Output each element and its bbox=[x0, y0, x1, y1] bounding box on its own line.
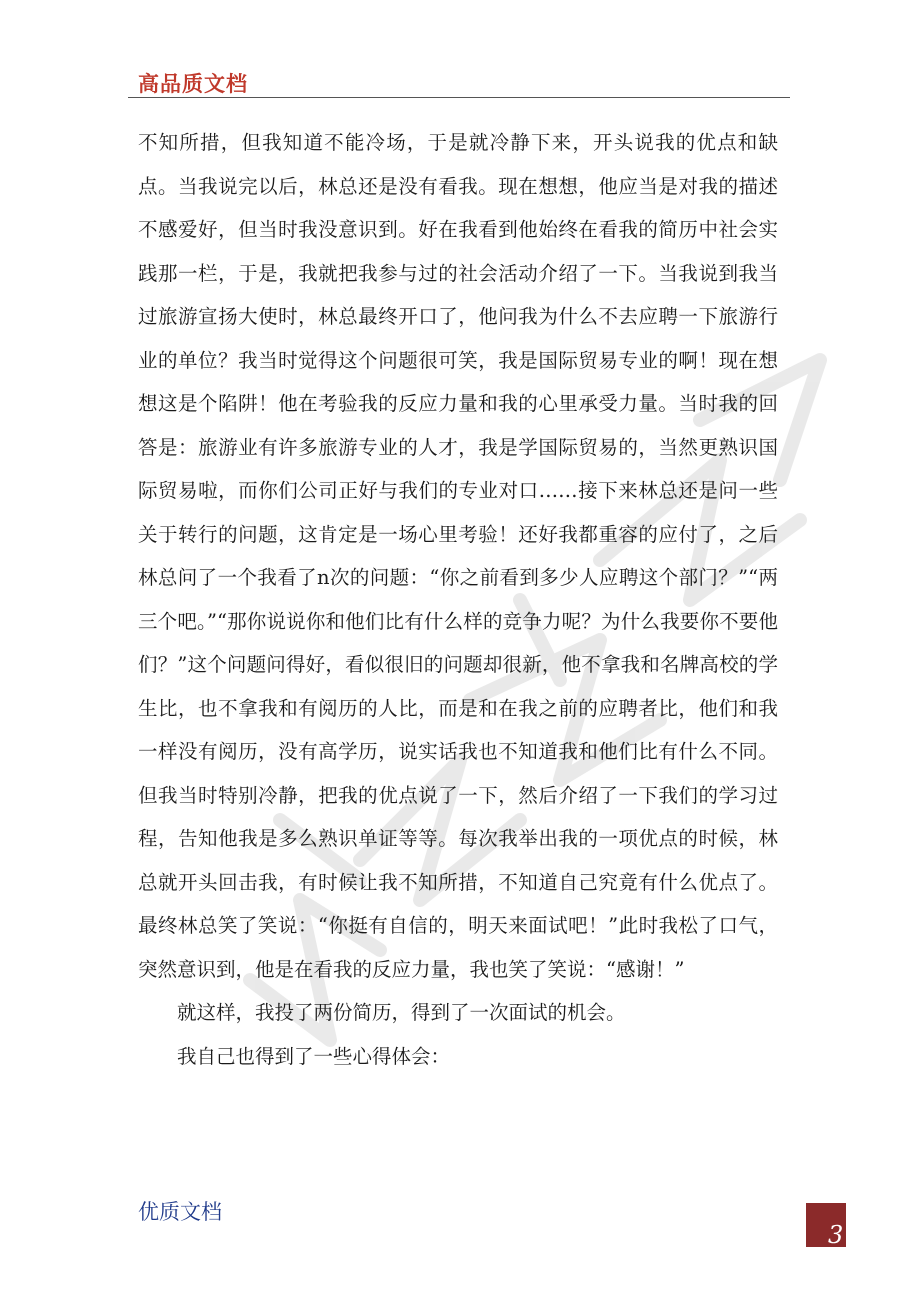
header-title: 高品质文档 bbox=[138, 72, 248, 96]
paragraph: 不知所措，但我知道不能冷场，于是就冷静下来，开头说我的优点和缺点。当我说完以后，林总还是没有看我。现在想想，他应当是对我的描述不感爱好，但当时我没意识到。好在我看到他始终在看我的简历中社会实践那一栏，于是，我就把我参与过的社会活动介绍了一下。当我说到我当过旅游宣扬大使时，林总最终开口了，他问我为什么不去应聘一下旅游行业的单位？我当时觉得这个问题很可笑，我是国际贸易专业的啊！现在想想这是个陷阱！他在考验我的反应力量和我的心里承受力量。当时我的回答是：旅游业有许多旅游专业的人才，我是学国际贸易的，当然更熟识国际贸易啦，而你们公司正好与我们的专业对口……接下来林总还是问一些关于转行的问题，这肯定是一场心里考验！还好我都重容的应付了，之后林总问了一个我看了n次的问题：“你之前看到多少人应聘这个部门？”“两三个吧。”“那你说说你和他们比有什么样的竞争力呢？为什么我要你不要他们？”这个问题问得好，看似很旧的问题却很新，他不拿我和名牌高校的学生比，也不拿我和有阅历的人比，而是和在我之前的应聘者比，他们和我一样没有阅历，没有高学历，说实话我也不知道我和他们比有什么不同。但我当时特别冷静，把我的优点说了一下，然后介绍了一下我们的学习过程，告知他我是多么熟识单证等等。每次我举出我的一项优点的时候，林总就开头回击我，有时候让我不知所措，不知道自己究竟有什么优点了。最终林总笑了笑说：“你挺有自信的，明天来面试吧！”此时我松了口气，突然意识到，他是在看我的反应力量，我也笑了笑说：“感谢！” bbox=[138, 131, 778, 981]
footer-title: 优质文档 bbox=[138, 1200, 222, 1224]
page-number: 3 bbox=[828, 1221, 844, 1249]
paragraph: 我自己也得到了一些心得体会： bbox=[177, 1044, 451, 1068]
header-divider bbox=[128, 97, 790, 98]
document-body bbox=[138, 121, 778, 1078]
paragraph: 就这样，我投了两份简历，得到了一次面试的机会。 bbox=[177, 1001, 626, 1024]
